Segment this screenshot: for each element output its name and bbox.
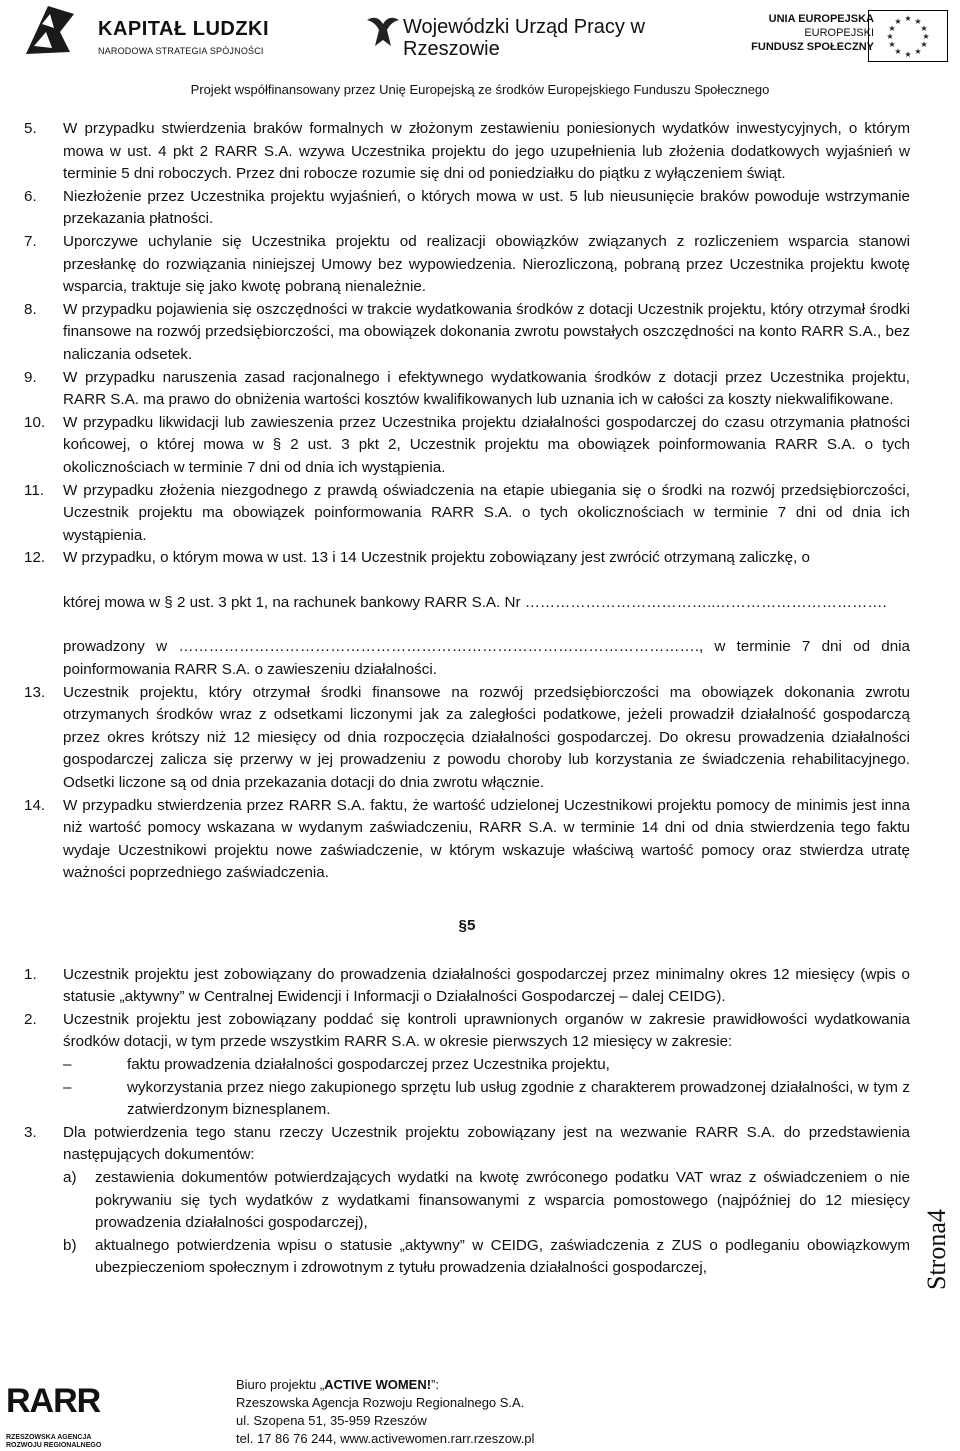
s5-item-1 <box>24 964 910 1009</box>
s5-letter-item-b <box>63 1235 910 1280</box>
rarr-logo-name: RARR <box>6 1382 101 1420</box>
item12-line-3: prowadzony w …………………………………………………………………………………………., w terminie 7 dni od dnia poinformowania RARR S.A. o zawieszeniu działalności. <box>63 638 910 679</box>
item-number: 8. <box>24 300 37 318</box>
list-item <box>24 367 910 412</box>
dash-marker: – <box>63 1078 72 1096</box>
letter-text: aktualnego potwierdzenia wpisu o statusie „aktywny” w CEIDG, zaświadczenia z ZUS o podleganiu obowiązkowym ubezpieczeniom społecznym i zdrowotnym z tytułu prowadzenia działalności gospodarczej, <box>95 1236 910 1277</box>
list-item <box>24 299 910 367</box>
item-number: 5. <box>24 120 37 137</box>
svg-text:★: ★ <box>904 50 912 59</box>
svg-text:★: ★ <box>886 32 894 41</box>
svg-text:★: ★ <box>888 40 896 49</box>
list-item-12 <box>24 547 910 681</box>
list-item <box>24 795 910 885</box>
item-number: 1. <box>24 965 37 983</box>
footer-office-label: Biuro projektu „ <box>236 1377 325 1392</box>
list-item <box>24 412 910 480</box>
wup-title: Wojewódzki Urząd Pracy w Rzeszowie <box>403 16 645 60</box>
svg-text:★: ★ <box>922 32 930 41</box>
svg-text:★: ★ <box>920 40 928 49</box>
page-footer <box>0 1368 960 1451</box>
item-number: 7. <box>24 232 37 250</box>
letter-marker: b) <box>63 1236 77 1254</box>
section-heading: §5 <box>458 917 476 934</box>
item-text: Uczestnik projektu jest zobowiązany do prowadzenia działalności gospodarczej przez minimalny okres 12 miesięcy (wpis o statusie „aktywny” w Centralnej Ewidencji i Informacji o Działalności Gospodarczej – dalej CEIDG). <box>63 965 910 1006</box>
kapital-ludzki-logo <box>20 2 270 60</box>
rarr-sub-line-2: ROZWOJU REGIONALNEGO <box>6 1442 102 1449</box>
svg-text:★: ★ <box>914 17 922 26</box>
page-header <box>0 0 960 108</box>
rarr-logo-subtitle <box>6 1434 101 1450</box>
svg-text:★: ★ <box>914 47 922 56</box>
ue-line-2: EUROPEJSKI <box>804 27 874 39</box>
page-number-label: Strona4 <box>922 1209 951 1290</box>
item-number: 10. <box>24 413 46 431</box>
footer-office-suffix: ”: <box>431 1377 439 1392</box>
item-number: 11. <box>24 481 44 499</box>
svg-text:★: ★ <box>904 14 912 23</box>
item-text: Uporczywe uchylanie się Uczestnika projektu od realizacji obowiązków związanych z rozliczeniem wsparcia stanowi przesłankę do rozwiązania niniejszej Umowy bez wypowiedzenia. Nierozliczoną, pobraną przez Uczestnika projektu kwotę wsparcia, traktuje się jako kwotę pobraną nienależnie. <box>63 232 910 296</box>
s5-letter-item-a <box>63 1167 910 1235</box>
document-body <box>24 118 910 1280</box>
item-number: 9. <box>24 368 37 386</box>
s5-item-3 <box>24 1122 910 1167</box>
dash-marker: – <box>63 1055 72 1073</box>
s5-dash-item-1 <box>63 1054 910 1077</box>
item-number: 6. <box>24 187 37 205</box>
item12-line-1: W przypadku, o którym mowa w ust. 13 i 14 Uczestnik projektu zobowiązany jest zwrócić otrzymaną zaliczkę, o <box>63 549 810 567</box>
list-item <box>24 480 910 548</box>
svg-text:★: ★ <box>894 47 902 56</box>
item-text: Uczestnik projektu jest zobowiązany poddać się kontroli uprawnionych organów w zakresie prawidłowości wydatkowania środków dotacji, w tym przede wszystkim RARR S.A. w okresie pierwszych 12 miesięcy w zakresie: <box>63 1010 910 1051</box>
footer-line-4: tel. 17 86 76 244, www.activewomen.rarr.rzeszow.pl <box>236 1431 535 1446</box>
item-text: W przypadku złożenia niezgodnego z prawdą oświadczenia na etapie ubiegania się o środki na rozwój przedsiębiorczości, Uczestnik projektu ma obowiązek poinformowania RARR S.A. o tych okolicznościach w terminie 7 dni od dnia ich wystąpienia. <box>63 481 910 544</box>
list-item <box>24 186 910 231</box>
item-text <box>63 547 910 681</box>
ue-text <box>751 12 874 54</box>
kapital-ludzki-emblem-icon <box>20 2 80 58</box>
item-number: 14. <box>24 796 46 814</box>
ue-logo <box>728 8 958 68</box>
letter-marker: a) <box>63 1168 77 1186</box>
item-number: 3. <box>24 1123 37 1141</box>
eu-flag-icon <box>868 10 948 62</box>
dash-text: faktu prowadzenia działalności gospodarczej przez Uczestnika projektu, <box>127 1055 610 1073</box>
project-cofinancing-line: Projekt współfinansowany przez Unię Europejską ze środków Europejskiego Funduszu Społecznego <box>190 82 770 97</box>
item-text: W przypadku naruszenia zasad racjonalnego i efektywnego wydatkowania środków z dotacji przez Uczestnika projektu, RARR S.A. ma prawo do obniżenia wartości kosztów kwalifikowanych lub uznania ich w całości za koszty niekwalifikowane. <box>63 368 910 409</box>
footer-line-2: Rzeszowska Agencja Rozwoju Regionalnego S.A. <box>236 1395 525 1410</box>
item-number: 13. <box>24 683 46 701</box>
footer-line-1 <box>236 1376 534 1394</box>
item-text: W przypadku pojawienia się oszczędności w trakcie wydatkowania środków z dotacji Uczestnik projektu, który otrzymał środki finansowe na rozwój przedsiębiorczości, ma obowiązek dokonania zwrotu powstałych oszczędności na konto RARR S.A., bez naliczania odsetek. <box>63 300 910 363</box>
item-text: Dla potwierdzenia tego stanu rzeczy Uczestnik projektu zobowiązany jest na wezwanie RARR S.A. do przedstawienia następujących dokumentów: <box>63 1123 910 1164</box>
item-number: 2. <box>24 1010 37 1028</box>
kl-subtitle: NARODOWA STRATEGIA SPÓJNOŚCI <box>98 46 264 56</box>
dash-text: wykorzystania przez niego zakupionego sprzętu lub usług zgodnie z charakterem prowadzonej działalności, w tym z zatwierdzonym biznesplanem. <box>127 1078 910 1119</box>
svg-text:★: ★ <box>888 24 896 33</box>
s5-item-2 <box>24 1009 910 1054</box>
footer-project-name: ACTIVE WOMEN! <box>324 1377 432 1392</box>
list-item <box>24 682 910 795</box>
svg-text:★: ★ <box>894 17 902 26</box>
wup-logo <box>365 6 665 66</box>
ue-line-3: FUNDUSZ SPOŁECZNY <box>751 41 874 53</box>
eagle-icon <box>365 12 401 52</box>
item-text: W przypadku stwierdzenia braków formalnych w złożonym zestawieniu poniesionych wydatków inwestycyjnych, o którym mowa w ust. 4 pkt 2 RARR S.A. wzywa Uczestnika projektu do jego uzupełnienia lub złożenia dodatkowych wyjaśnień w terminie 5 dni roboczych. Przez dni robocze rozumie się dni od poniedziałku do piątku z wyłączeniem świąt. <box>63 120 910 183</box>
list-item <box>24 231 910 299</box>
item-text: W przypadku likwidacji lub zawieszenia przez Uczestnika projektu działalności gospodarczej do czasu otrzymania płatności końcowej, o której mowa w § 2 ust. 3 pkt 2, Uczestnik projektu ma obowiązek poinformowania RARR S.A. o tych okolicznościach w terminie 7 dni od dnia ich wystąpienia. <box>63 413 910 476</box>
letter-text: zestawienia dokumentów potwierdzających wydatki na kwotę zwróconego podatku VAT wraz z oświadczeniem o nie pokrywaniu się tych wydatków z wydatkami finansowanymi z wsparcia pomostowego (najpóźniej do 12 miesięcy prowadzenia działalności gospodarczej), <box>95 1168 910 1232</box>
footer-contact <box>236 1376 534 1448</box>
item12-line-2: której mowa w § 2 ust. 3 pkt 1, na rachunek bankowy RARR S.A. Nr ………………………………..……………………………. <box>63 593 887 611</box>
item-text: W przypadku stwierdzenia przez RARR S.A. faktu, że wartość udzielonej Uczestnikowi projektu pomocy de minimis jest inna niż wartość pomocy wskazana w wydanym zaświadczeniu, RARR S.A. w terminie 14 dni od dnia stwierdzenia tego faktu wydaje Uczestnikowi projektu nowe zaświadczenie, w którym wskazuje właściwą wartość pomocy oraz stwierdza utratę ważności poprzedniego zaświadczenia. <box>63 796 910 882</box>
kl-title: KAPITAŁ LUDZKI <box>98 18 270 40</box>
s5-dash-item-2 <box>63 1077 910 1122</box>
ue-line-1: UNIA EUROPEJSKA <box>768 13 874 25</box>
rarr-logo <box>4 1382 114 1448</box>
item-text: Uczestnik projektu, który otrzymał środki finansowe na rozwój przedsiębiorczości ma obowiązek dokonania zwrotu otrzymanych środków wraz z odsetkami liczonymi jak za zaległości podatkowe, jeżeli prowadził działalność gospodarczą przez okres krótszy niż 12 miesięcy od dnia rozpoczęcia działalności gospodarczej. Do okresu prowadzenia działalności gospodarczej zalicza się przerwy w jej prowadzeniu z powodu choroby lub korzystania ze świadczenia rehabilitacyjnego. Odsetki liczone są od dnia przekazania dotacji do dnia zwrotu włącznie. <box>63 683 910 792</box>
item-number: 12. <box>24 549 46 567</box>
svg-text:★: ★ <box>920 24 928 33</box>
item-text: Niezłożenie przez Uczestnika projektu wyjaśnień, o których mowa w ust. 5 lub nieusunięcie braków powoduje wstrzymanie przekazania płatności. <box>63 187 910 228</box>
footer-line-3: ul. Szopena 51, 35-959 Rzeszów <box>236 1413 427 1428</box>
rarr-sub-line-1: RZESZOWSKA AGENCJA <box>6 1434 92 1441</box>
list-item <box>24 118 910 186</box>
